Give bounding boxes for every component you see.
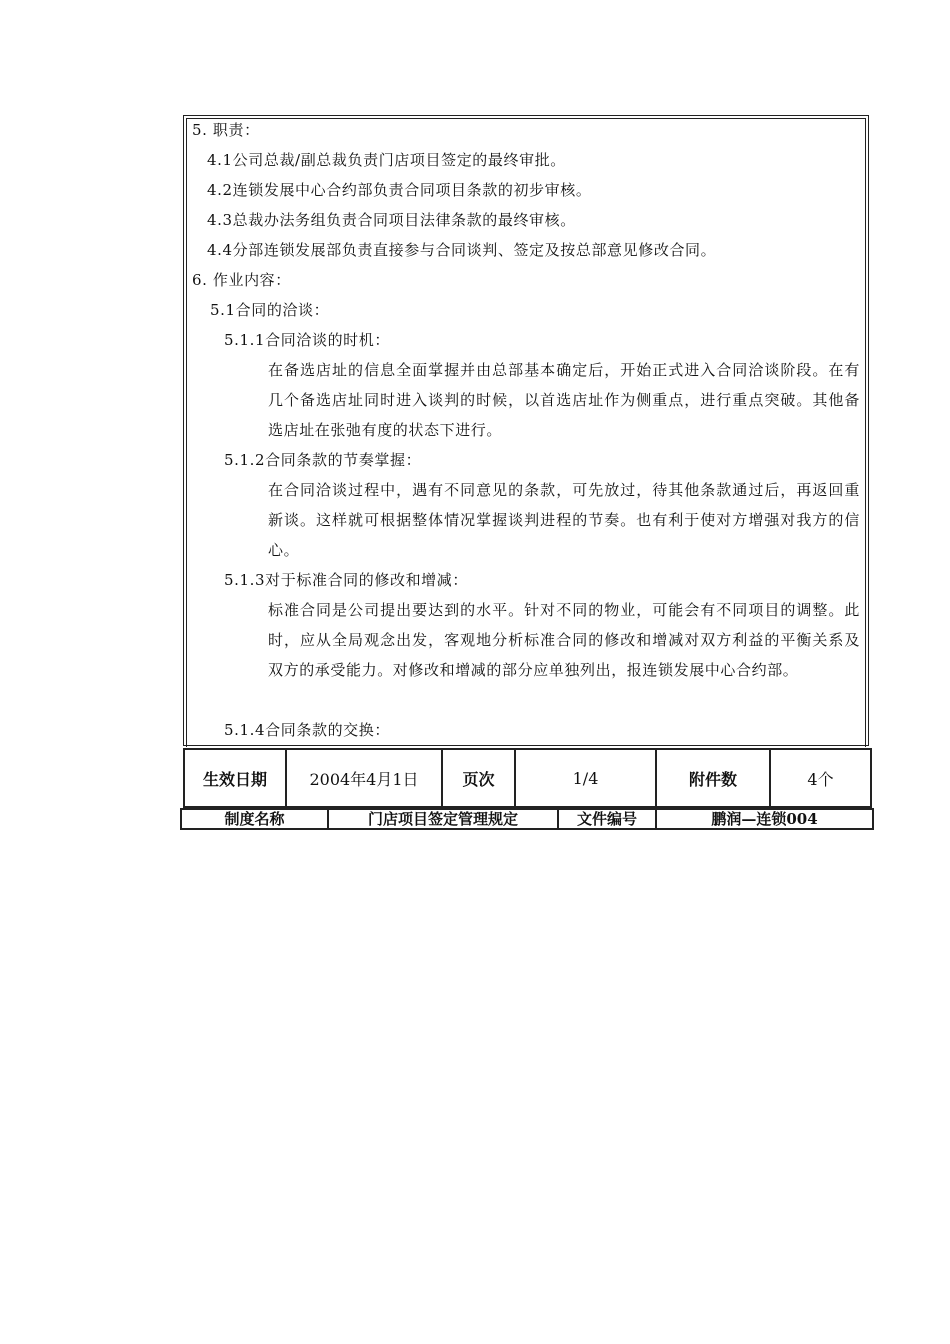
subsection-exchange-title: 5.1.4合同条款的交换：: [224, 721, 390, 739]
duty-item-1: 4.1公司总裁/副总裁负责门店项目签定的最终审批。: [207, 151, 566, 169]
subsection-rhythm-title: 5.1.2合同条款的节奏掌握：: [224, 451, 422, 469]
subsection-negotiation: 5.1合同的洽谈：: [210, 301, 330, 319]
document-number-label: 文件编号: [558, 809, 656, 829]
attachments-value: 4个: [770, 749, 871, 807]
effective-date-value: 2004年4月1日: [286, 749, 442, 807]
regulation-name-label: 制度名称: [181, 809, 328, 829]
regulation-name-value: 门店项目签定管理规定: [328, 809, 558, 829]
page-value: 1/4: [515, 749, 656, 807]
duty-item-2: 4.2连锁发展中心合约部负责合同项目条款的初步审核。: [207, 181, 592, 199]
duty-item-3: 4.3总裁办法务组负责合同项目法律条款的最终审核。: [207, 211, 576, 229]
document-footer-table: [180, 808, 874, 830]
section-heading-operations: 6. 作业内容：: [192, 271, 291, 289]
attachments-label: 附件数: [656, 749, 770, 807]
section-heading-duties: 5. 职责：: [192, 121, 260, 139]
subsection-rhythm-body: 在合同洽谈过程中，遇有不同意见的条款，可先放过，待其他条款通过后，再返回重新谈。这样就可根据整体情况掌握谈判进程的节奏。也有利于使对方增强对我方的信心。: [268, 481, 860, 559]
subsection-modification-body: 标准合同是公司提出要达到的水平。针对不同的物业，可能会有不同项目的调整。此时，应从全局观念出发，客观地分析标准合同的修改和增减对双方利益的平衡关系及双方的承受能力。对修改和增减的部分应单独列出，报连锁发展中心合约部。: [268, 601, 860, 679]
duty-item-4: 4.4分部连锁发展部负责直接参与合同谈判、签定及按总部意见修改合同。: [207, 241, 717, 259]
subsection-modification-title: 5.1.3对于标准合同的修改和增减：: [224, 571, 468, 589]
subsection-timing-body: 在备选店址的信息全面掌握并由总部基本确定后，开始正式进入合同洽谈阶段。在有几个备选店址同时进入谈判的时候，以首选店址作为侧重点，进行重点突破。其他备选店址在张弛有度的状态下进行。: [268, 361, 860, 439]
effective-date-label: 生效日期: [184, 749, 286, 807]
subsection-timing-title: 5.1.1合同洽谈的时机：: [224, 331, 390, 349]
document-number-value: 鹏润—连锁004: [656, 809, 873, 829]
page-label: 页次: [442, 749, 515, 807]
document-meta-table: [183, 748, 872, 808]
